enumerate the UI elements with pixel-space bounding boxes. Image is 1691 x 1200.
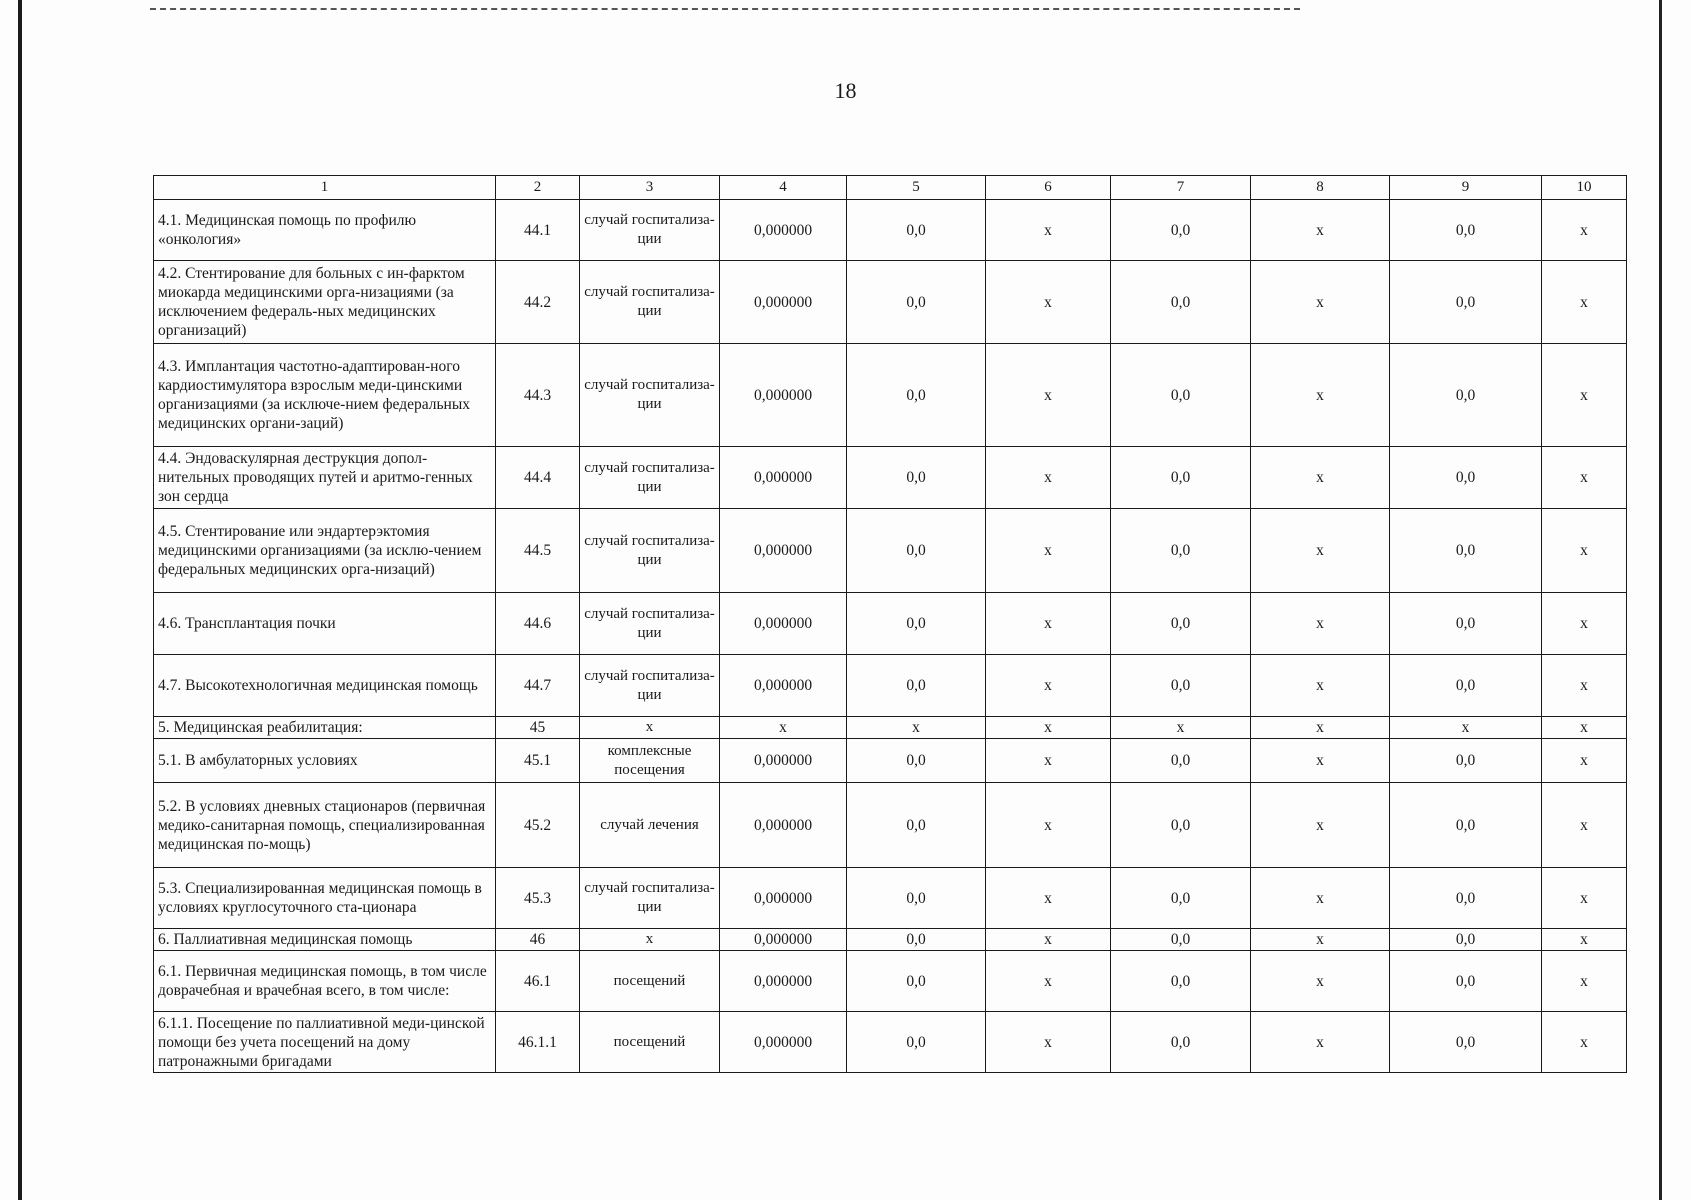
col4-value: 0,000000 [720, 200, 847, 261]
col9-value: 0,0 [1390, 593, 1542, 655]
col7-value: 0,0 [1111, 783, 1251, 868]
col9-value: 0,0 [1390, 509, 1542, 593]
page-number: 18 [834, 78, 857, 103]
col8-value: х [1251, 509, 1390, 593]
data-table [153, 175, 1627, 1073]
col10-value: х [1542, 868, 1627, 929]
col5-value: 0,0 [847, 739, 986, 783]
table-row [154, 783, 1627, 868]
col4-value: х [720, 717, 847, 739]
table-row [154, 1012, 1627, 1073]
col5-value: 0,0 [847, 868, 986, 929]
table-row [154, 868, 1627, 929]
table-row [154, 593, 1627, 655]
col8-value: х [1251, 739, 1390, 783]
row-code: 45.2 [496, 783, 580, 868]
table-row [154, 447, 1627, 509]
row-code: 44.2 [496, 261, 580, 344]
header-cell: 5 [847, 176, 986, 200]
col10-value: х [1542, 655, 1627, 717]
header-cell: 6 [986, 176, 1111, 200]
row-unit: случай госпитализа-ции [580, 868, 720, 929]
col6-value: х [986, 200, 1111, 261]
scan-edge-right [1659, 0, 1662, 1200]
row-name: 5.3. Специализированная медицинская помощь в условиях круглосуточного ста-ционара [154, 868, 496, 929]
col7-value: 0,0 [1111, 593, 1251, 655]
col4-value: 0,000000 [720, 739, 847, 783]
table-row [154, 509, 1627, 593]
col7-value: 0,0 [1111, 655, 1251, 717]
row-code: 44.5 [496, 509, 580, 593]
header-cell: 1 [154, 176, 496, 200]
row-name: 4.4. Эндоваскулярная деструкция допол-нительных проводящих путей и аритмо-генных зон сердца [154, 447, 496, 509]
col9-value: 0,0 [1390, 261, 1542, 344]
table-header-row [154, 176, 1627, 200]
row-unit: случай госпитализа-ции [580, 200, 720, 261]
col9-value: 0,0 [1390, 200, 1542, 261]
header-cell: 9 [1390, 176, 1542, 200]
row-code: 46.1.1 [496, 1012, 580, 1073]
col4-value: 0,000000 [720, 447, 847, 509]
table-body [154, 176, 1627, 1073]
col8-value: х [1251, 1012, 1390, 1073]
col9-value: х [1390, 717, 1542, 739]
col4-value: 0,000000 [720, 344, 847, 447]
col10-value: х [1542, 717, 1627, 739]
row-name: 5. Медицинская реабилитация: [154, 717, 496, 739]
col10-value: х [1542, 783, 1627, 868]
col6-value: х [986, 783, 1111, 868]
table-row [154, 655, 1627, 717]
col4-value: 0,000000 [720, 593, 847, 655]
row-unit: х [580, 717, 720, 739]
col7-value: 0,0 [1111, 261, 1251, 344]
col10-value: х [1542, 200, 1627, 261]
table-row [154, 951, 1627, 1012]
row-code: 44.3 [496, 344, 580, 447]
col8-value: х [1251, 929, 1390, 951]
col5-value: х [847, 717, 986, 739]
col9-value: 0,0 [1390, 783, 1542, 868]
row-code: 44.4 [496, 447, 580, 509]
col4-value: 0,000000 [720, 1012, 847, 1073]
col7-value: 0,0 [1111, 447, 1251, 509]
col6-value: х [986, 655, 1111, 717]
col7-value: 0,0 [1111, 1012, 1251, 1073]
col7-value: 0,0 [1111, 739, 1251, 783]
row-code: 45.3 [496, 868, 580, 929]
row-name: 5.2. В условиях дневных стационаров (первичная медико-санитарная помощь, специализированная медицинская по-мощь) [154, 783, 496, 868]
row-unit: случай госпитализа-ции [580, 593, 720, 655]
header-cell: 3 [580, 176, 720, 200]
col6-value: х [986, 593, 1111, 655]
col10-value: х [1542, 261, 1627, 344]
row-name: 5.1. В амбулаторных условиях [154, 739, 496, 783]
col10-value: х [1542, 951, 1627, 1012]
col4-value: 0,000000 [720, 655, 847, 717]
row-name: 6.1.1. Посещение по паллиативной меди-цинской помощи без учета посещений на дому патронажными бригадами [154, 1012, 496, 1073]
table-row [154, 200, 1627, 261]
row-name: 4.3. Имплантация частотно-адаптирован-ного кардиостимулятора взрослым меди-цинскими организациями (за исключе-нием федеральных медицинских органи-заций) [154, 344, 496, 447]
row-code: 46.1 [496, 951, 580, 1012]
col10-value: х [1542, 509, 1627, 593]
col4-value: 0,000000 [720, 509, 847, 593]
col5-value: 0,0 [847, 951, 986, 1012]
table-row [154, 344, 1627, 447]
col10-value: х [1542, 929, 1627, 951]
col7-value: 0,0 [1111, 200, 1251, 261]
col5-value: 0,0 [847, 783, 986, 868]
col8-value: х [1251, 783, 1390, 868]
col5-value: 0,0 [847, 447, 986, 509]
row-unit: случай госпитализа-ции [580, 655, 720, 717]
col8-value: х [1251, 200, 1390, 261]
row-code: 46 [496, 929, 580, 951]
col10-value: х [1542, 344, 1627, 447]
col9-value: 0,0 [1390, 344, 1542, 447]
header-cell: 4 [720, 176, 847, 200]
col5-value: 0,0 [847, 1012, 986, 1073]
col8-value: х [1251, 951, 1390, 1012]
col7-value: 0,0 [1111, 868, 1251, 929]
row-name: 4.1. Медицинская помощь по профилю «онкология» [154, 200, 496, 261]
col5-value: 0,0 [847, 509, 986, 593]
row-unit: случай госпитализа-ции [580, 447, 720, 509]
col8-value: х [1251, 717, 1390, 739]
col6-value: х [986, 951, 1111, 1012]
row-name: 4.2. Стентирование для больных с ин-фарктом миокарда медицинскими орга-низациями (за исключением федераль-ных медицинских организаций) [154, 261, 496, 344]
col9-value: 0,0 [1390, 655, 1542, 717]
row-code: 44.7 [496, 655, 580, 717]
col8-value: х [1251, 868, 1390, 929]
row-code: 44.1 [496, 200, 580, 261]
row-code: 45 [496, 717, 580, 739]
row-unit: комплексные посещения [580, 739, 720, 783]
row-unit: посещений [580, 951, 720, 1012]
header-cell: 8 [1251, 176, 1390, 200]
row-code: 45.1 [496, 739, 580, 783]
row-name: 4.7. Высокотехнологичная медицинская помощь [154, 655, 496, 717]
header-cell: 2 [496, 176, 580, 200]
row-unit: случай лечения [580, 783, 720, 868]
col7-value: х [1111, 717, 1251, 739]
table-row [154, 261, 1627, 344]
table-row [154, 739, 1627, 783]
col7-value: 0,0 [1111, 951, 1251, 1012]
col5-value: 0,0 [847, 344, 986, 447]
col5-value: 0,0 [847, 261, 986, 344]
col6-value: х [986, 1012, 1111, 1073]
col4-value: 0,000000 [720, 929, 847, 951]
col4-value: 0,000000 [720, 951, 847, 1012]
col5-value: 0,0 [847, 200, 986, 261]
header-cell: 7 [1111, 176, 1251, 200]
col10-value: х [1542, 447, 1627, 509]
col9-value: 0,0 [1390, 951, 1542, 1012]
col4-value: 0,000000 [720, 261, 847, 344]
col6-value: х [986, 868, 1111, 929]
row-unit: посещений [580, 1012, 720, 1073]
col9-value: 0,0 [1390, 447, 1542, 509]
col4-value: 0,000000 [720, 868, 847, 929]
col6-value: х [986, 929, 1111, 951]
col6-value: х [986, 739, 1111, 783]
header-cell: 10 [1542, 176, 1627, 200]
col10-value: х [1542, 593, 1627, 655]
col8-value: х [1251, 447, 1390, 509]
col7-value: 0,0 [1111, 929, 1251, 951]
row-unit: случай госпитализа-ции [580, 261, 720, 344]
row-name: 4.6. Трансплантация почки [154, 593, 496, 655]
col6-value: х [986, 344, 1111, 447]
col5-value: 0,0 [847, 929, 986, 951]
col8-value: х [1251, 344, 1390, 447]
col6-value: х [986, 717, 1111, 739]
col9-value: 0,0 [1390, 739, 1542, 783]
col5-value: 0,0 [847, 655, 986, 717]
row-unit: случай госпитализа-ции [580, 509, 720, 593]
col8-value: х [1251, 261, 1390, 344]
row-name: 4.5. Стентирование или эндартерэктомия медицинскими организациями (за исклю-чением федеральных медицинских орга-низаций) [154, 509, 496, 593]
col7-value: 0,0 [1111, 509, 1251, 593]
col9-value: 0,0 [1390, 868, 1542, 929]
table-row [154, 929, 1627, 951]
col4-value: 0,000000 [720, 783, 847, 868]
scan-edge-top [150, 8, 1300, 10]
col8-value: х [1251, 655, 1390, 717]
col5-value: 0,0 [847, 593, 986, 655]
table-row [154, 717, 1627, 739]
col9-value: 0,0 [1390, 929, 1542, 951]
col10-value: х [1542, 739, 1627, 783]
scan-edge-left [18, 0, 22, 1200]
row-name: 6.1. Первичная медицинская помощь, в том числе доврачебная и врачебная всего, в том числе: [154, 951, 496, 1012]
row-unit: случай госпитализа-ции [580, 344, 720, 447]
col6-value: х [986, 447, 1111, 509]
row-code: 44.6 [496, 593, 580, 655]
col8-value: х [1251, 593, 1390, 655]
col10-value: х [1542, 1012, 1627, 1073]
col9-value: 0,0 [1390, 1012, 1542, 1073]
col6-value: х [986, 261, 1111, 344]
col6-value: х [986, 509, 1111, 593]
row-name: 6. Паллиативная медицинская помощь [154, 929, 496, 951]
row-unit: х [580, 929, 720, 951]
col7-value: 0,0 [1111, 344, 1251, 447]
